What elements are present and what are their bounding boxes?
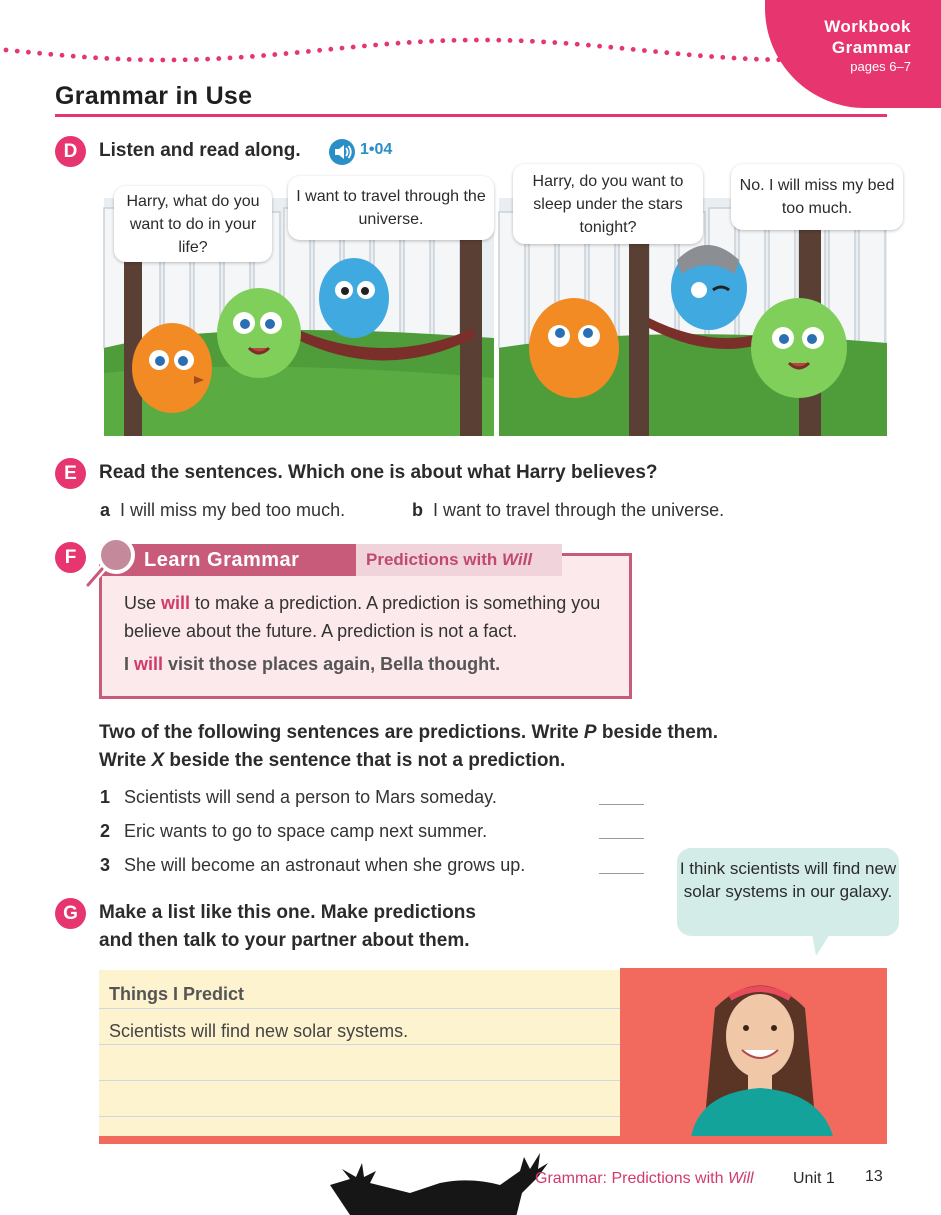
decorative-dot	[340, 46, 345, 51]
section-e-instruction: Read the sentences. Which one is about what Harry believes?	[99, 462, 658, 483]
decorative-dot	[295, 50, 300, 55]
option-a[interactable]	[100, 500, 345, 521]
girl-illustration	[620, 968, 887, 1144]
decorative-dot	[720, 55, 725, 60]
decorative-dot	[743, 56, 748, 61]
decorative-dot	[642, 48, 647, 53]
decorative-dot	[373, 43, 378, 48]
speech-bubble-panel2-1: Harry, do you want to sleep under the stars tonight?	[513, 164, 703, 244]
section-e-badge: E	[55, 458, 86, 489]
decorative-dot	[261, 53, 266, 58]
decorative-dot	[463, 38, 468, 43]
decorative-dot	[284, 51, 289, 56]
bubble-tail	[812, 934, 832, 958]
section-g-instruction-line1: Make a list like this one. Make predictions	[99, 902, 476, 923]
decorative-dot	[228, 56, 233, 61]
speech-bubble-panel1-1: Harry, what do you want to do in your life?	[114, 186, 272, 262]
magnifier-icon	[80, 533, 140, 593]
task-instruction-line2: Write X beside the sentence that is not a prediction.	[99, 750, 566, 771]
list-item: 1 Scientists will send a person to Mars someday.	[100, 787, 497, 807]
option-b-text: I want to travel through the universe.	[433, 500, 725, 520]
decorative-dot	[530, 39, 535, 44]
decorative-dot	[104, 56, 109, 61]
decorative-dot	[586, 43, 591, 48]
example-prefix: I	[124, 654, 135, 674]
decorative-dot	[216, 56, 221, 61]
decorative-dot	[60, 53, 65, 58]
decorative-dot	[407, 40, 412, 45]
comic-panel-1	[104, 188, 494, 436]
learn-grammar-header: Learn Grammar	[100, 544, 356, 576]
decorative-dot	[239, 55, 244, 60]
decorative-dot	[485, 38, 490, 43]
decorative-dot	[183, 57, 188, 62]
decorative-dot	[664, 50, 669, 55]
decorative-dot	[172, 58, 177, 63]
decorative-dot	[440, 38, 445, 43]
decorative-dot	[127, 57, 132, 62]
decorative-dot	[194, 57, 199, 62]
decorative-dot	[732, 56, 737, 61]
answer-blank-2[interactable]	[599, 838, 644, 839]
footer-topic: Grammar: Predictions with Will	[535, 1170, 754, 1187]
girl-photo	[620, 968, 887, 1144]
decorative-dot	[15, 49, 20, 54]
prediction-list	[99, 970, 623, 1144]
comic-panel-2	[499, 172, 895, 436]
section-f-badge: F	[55, 542, 86, 573]
decorative-dot	[552, 40, 557, 45]
workbook-label: Workbook	[824, 17, 911, 36]
task-instruction-line1: Two of the following sentences are predictions. Write P beside them.	[99, 722, 719, 743]
girl-speech-bubble: I think scientists will find new solar systems in our galaxy.	[677, 848, 899, 936]
decorative-dot	[396, 41, 401, 46]
list-item: 2 Eric wants to go to space camp next summer.	[100, 821, 488, 841]
section-g-instruction-line2: and then talk to your partner about them.	[99, 930, 470, 951]
decorative-dot	[620, 46, 625, 51]
decorative-dot	[351, 45, 356, 50]
option-b[interactable]	[412, 500, 724, 521]
decorative-dot	[429, 39, 434, 44]
decorative-dot	[754, 57, 759, 62]
decorative-dot	[82, 55, 87, 60]
rule-prefix: Use	[124, 593, 162, 613]
decorative-dot	[631, 47, 636, 52]
decorative-dot	[709, 54, 714, 59]
decorative-dot	[250, 54, 255, 59]
example-suffix: visit those places again, Bella thought.	[163, 654, 501, 674]
rule-keyword: will	[161, 593, 191, 613]
decorative-dot	[575, 42, 580, 47]
decorative-dot	[676, 51, 681, 56]
decorative-dot	[608, 45, 613, 50]
speech-bubble-panel2-2: No. I will miss my bed too much.	[731, 164, 903, 230]
decorative-dot	[71, 54, 76, 59]
title-divider	[55, 114, 887, 117]
grammar-example	[124, 654, 500, 675]
section-d-badge: D	[55, 136, 86, 167]
audio-track-number: 1•04	[360, 141, 393, 158]
page-number: 13	[865, 1168, 883, 1185]
list-title: Things I Predict	[109, 984, 245, 1004]
decorative-dot	[362, 44, 367, 49]
decorative-dot	[272, 52, 277, 57]
decorative-dot	[541, 39, 546, 44]
decorative-dot	[597, 44, 602, 49]
workbook-reference	[765, 0, 941, 108]
decorative-dot	[317, 48, 322, 53]
example-keyword: will	[134, 654, 164, 674]
footer-unit: Unit 1	[793, 1170, 835, 1187]
grammar-rule	[124, 589, 624, 645]
decorative-dot	[418, 39, 423, 44]
decorative-dot	[26, 50, 31, 55]
learn-grammar-topic	[356, 544, 562, 576]
decorative-dot	[508, 38, 513, 43]
list-entry: Scientists will find new solar systems.	[109, 1021, 409, 1041]
option-a-label: a	[100, 500, 111, 520]
decorative-dot	[306, 49, 311, 54]
topic-prefix: Predictions with	[366, 550, 503, 569]
decorative-dot	[698, 53, 703, 58]
answer-blank-3[interactable]	[599, 873, 644, 874]
list-bottom-strip	[99, 1136, 887, 1144]
decorative-dot	[48, 52, 53, 57]
list-item: 3 She will become an astronaut when she grows up.	[100, 855, 526, 875]
decorative-dot	[328, 47, 333, 52]
decorative-dot	[653, 49, 658, 54]
decorative-dot	[384, 42, 389, 47]
decorative-dotted-line	[0, 30, 790, 70]
answer-blank-1[interactable]	[599, 804, 644, 805]
speech-bubble-panel1-2: I want to travel through the universe.	[288, 176, 494, 240]
section-g-badge: G	[55, 898, 86, 929]
workbook-pages: pages 6–7	[850, 59, 911, 74]
rule-suffix: to make a prediction. A prediction is something you believe about the future. A prediction is not a fact.	[124, 593, 601, 641]
decorative-dot	[496, 38, 501, 43]
option-b-label: b	[412, 500, 423, 520]
decorative-dot	[138, 57, 143, 62]
topic-keyword: Will	[502, 550, 533, 569]
decorative-dot	[93, 55, 98, 60]
decorative-dot	[474, 38, 479, 43]
speaker-icon[interactable]	[328, 138, 356, 166]
decorative-dot	[4, 48, 9, 53]
decorative-dot	[149, 58, 154, 63]
decorative-dot	[564, 41, 569, 46]
decorative-dot	[205, 57, 210, 62]
decorative-dot	[452, 38, 457, 43]
page-title: Grammar in Use	[55, 82, 253, 110]
decorative-dot	[687, 52, 692, 57]
grammar-label: Grammar	[831, 38, 911, 57]
decorative-dot	[519, 38, 524, 43]
decorative-dot	[160, 58, 165, 63]
option-a-text: I will miss my bed too much.	[120, 500, 346, 520]
decorative-dot	[37, 51, 42, 56]
section-d-instruction: Listen and read along.	[99, 140, 301, 161]
decorative-dot	[116, 57, 121, 62]
